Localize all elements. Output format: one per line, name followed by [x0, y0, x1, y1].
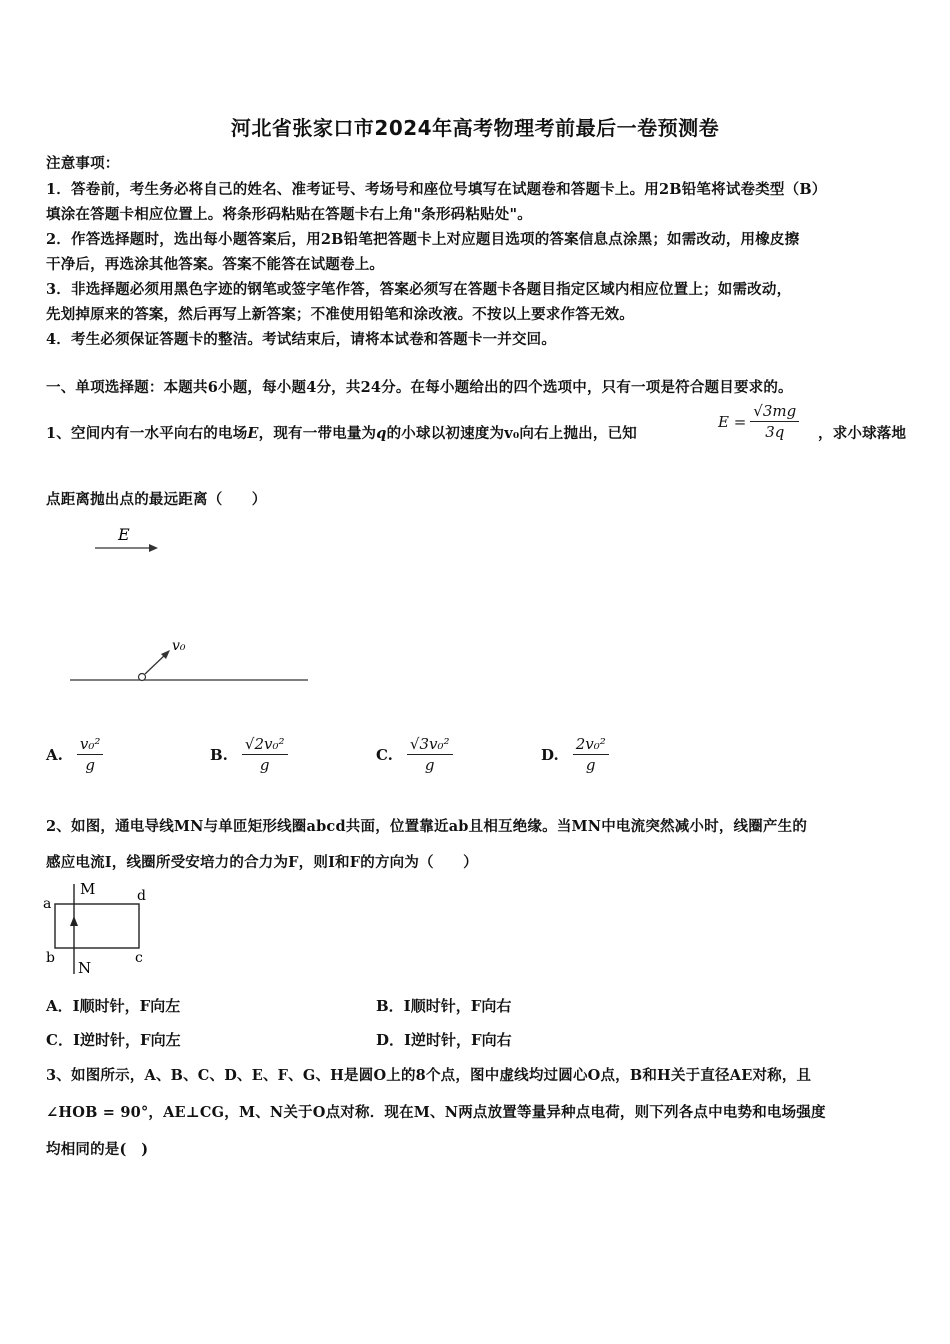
- q1-option-a[interactable]: [46, 735, 103, 774]
- q2-stem-line1: 2、如图，通电导线MN与单匝矩形线圈abcd共面，位置靠近ab且相互绝缘。当MN中电流突然减小时，线圈产生的: [46, 818, 808, 835]
- q2-option-c[interactable]: C．I逆时针，F向左: [46, 1031, 181, 1049]
- q1-symbol-q: q: [376, 425, 387, 442]
- notice-line: 干净后，再选涂其他答案。答案不能答在试题卷上。: [46, 256, 385, 273]
- formula-denominator: 3q: [765, 423, 785, 441]
- option-fraction: [573, 735, 609, 774]
- notice-line: 1．答卷前，考生务必将自己的姓名、准考证号、考场号和座位号填写在试题卷和答题卡上。用2B铅笔将试卷类型（B）: [46, 181, 827, 198]
- q2-option-b[interactable]: B．I顺时针，F向右: [376, 997, 512, 1015]
- formula-lhs: E =: [718, 412, 747, 431]
- option-denominator: g: [424, 756, 435, 774]
- label-d: d: [137, 888, 146, 904]
- q2-figure: [40, 876, 160, 980]
- q3-stem-line1: 3、如图所示，A、B、C、D、E、F、G、H是圆O上的8个点，图中虚线均过圆心O点，B和H关于直径AE对称，且: [46, 1067, 812, 1084]
- option-denominator: g: [585, 756, 596, 774]
- coil-rectangle: [55, 904, 139, 948]
- q1-formula: [718, 402, 799, 441]
- option-fraction: [407, 735, 453, 774]
- notice-line: 3．非选择题必须用黑色字迹的钢笔或签字笔作答，答案必须写在答题卡各题目指定区域内相应位置上；如需改动，: [46, 281, 792, 298]
- q1-option-d[interactable]: [541, 735, 609, 774]
- q1-option-c[interactable]: [376, 735, 453, 774]
- option-denominator: g: [259, 756, 270, 774]
- ball: [139, 674, 146, 681]
- option-denominator: g: [85, 756, 95, 774]
- q1-figure: [60, 520, 320, 690]
- q1-symbol-E: E: [247, 425, 259, 442]
- q1-option-b[interactable]: [210, 735, 288, 774]
- velocity-label: v₀: [172, 638, 186, 654]
- option-numerator: √2v₀²: [242, 735, 288, 755]
- q1-stem-line2: 点距离抛出点的最远距离（ ）: [46, 491, 267, 508]
- notice-heading: 注意事项：: [46, 155, 120, 172]
- field-arrow-head: [149, 544, 158, 552]
- option-numerator: √3v₀²: [407, 735, 453, 755]
- label-b: b: [46, 950, 55, 966]
- label-N: N: [78, 959, 92, 977]
- option-fraction: [77, 735, 104, 774]
- formula-numerator: √3mg: [750, 402, 799, 422]
- option-label: D.: [541, 745, 559, 764]
- q2-option-d[interactable]: D．I逆时针，F向右: [376, 1031, 512, 1049]
- q1-text: 的小球以初速度为v₀向右上抛出，已知: [386, 425, 637, 442]
- page-title: 河北省张家口市2024年高考物理考前最后一卷预测卷: [230, 116, 720, 140]
- option-label: C.: [376, 745, 393, 764]
- notice-line: 先划掉原来的答案，然后再写上新答案；不准使用铅笔和涂改液。不按以上要求作答无效。: [46, 306, 634, 323]
- label-a: a: [43, 896, 52, 912]
- option-label: A.: [46, 745, 63, 764]
- q3-stem-line2: ∠HOB = 90°，AE⊥CG，M、N关于O点对称．现在M、N两点放置等量异种点电荷，则下列各点中电势和电场强度: [46, 1104, 826, 1121]
- option-numerator: 2v₀²: [573, 735, 609, 755]
- notice-line: 4．考生必须保证答题卡的整洁。考试结束后，请将本试卷和答题卡一并交回。: [46, 331, 557, 348]
- formula-fraction: [750, 402, 799, 441]
- label-c: c: [135, 950, 143, 966]
- field-label-E: E: [118, 525, 130, 544]
- option-fraction: [242, 735, 288, 774]
- q1-text: ，现有一带电量为: [258, 425, 377, 442]
- notice-line: 2．作答选择题时，选出每小题答案后，用2B铅笔把答题卡上对应题目选项的答案信息点涂黑；如需改动，用橡皮擦: [46, 231, 800, 248]
- q2-option-a[interactable]: A．I顺时针，F向左: [46, 997, 181, 1015]
- q2-stem-line2: 感应电流I，线圈所受安培力的合力为F，则I和F的方向为（ ）: [46, 854, 478, 871]
- current-arrow: [70, 916, 78, 926]
- label-M: M: [80, 880, 96, 898]
- q1-stem-tail: ，求小球落地: [818, 425, 907, 442]
- q3-stem-line3: 均相同的是( ): [46, 1141, 149, 1158]
- section-heading: 一、单项选择题：本题共6小题，每小题4分，共24分。在每小题给出的四个选项中，只有一项是符合题目要求的。: [46, 379, 793, 396]
- velocity-arrow: [145, 654, 166, 674]
- option-numerator: v₀²: [77, 735, 104, 755]
- notice-line: 填涂在答题卡相应位置上。将条形码粘贴在答题卡右上角"条形码粘贴处"。: [46, 206, 532, 223]
- q1-text: 1、空间内有一水平向右的电场: [46, 425, 248, 442]
- option-label: B.: [210, 745, 228, 764]
